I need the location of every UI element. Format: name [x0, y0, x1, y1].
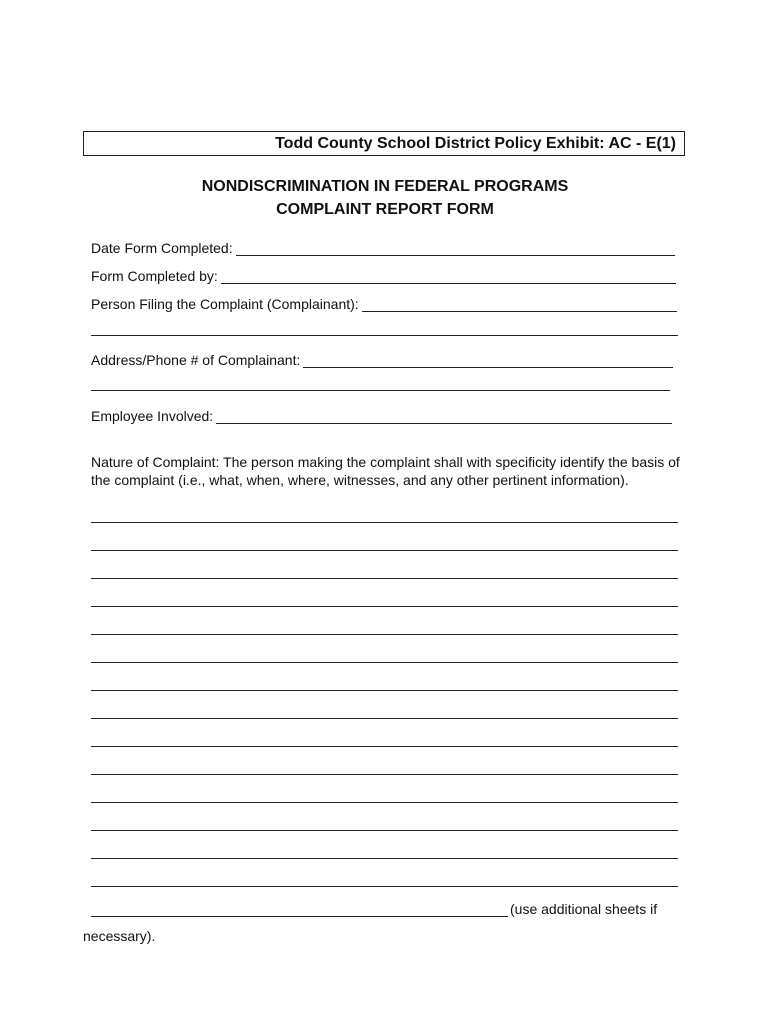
address-continuation-line[interactable] — [91, 390, 670, 391]
employee-involved-field[interactable] — [91, 406, 672, 424]
final-complaint-line[interactable] — [91, 902, 508, 917]
date-completed-field[interactable] — [91, 238, 675, 256]
complaint-line[interactable] — [91, 858, 678, 859]
additional-sheets-note-end: necessary). — [83, 928, 156, 944]
complaint-line[interactable] — [91, 578, 678, 579]
exhibit-header-box — [83, 131, 685, 156]
form-title-line2: COMPLAINT REPORT FORM — [276, 201, 494, 218]
complaint-line[interactable] — [91, 690, 678, 691]
exhibit-title: Todd County School District Policy Exhibit: AC - E(1) — [275, 135, 676, 152]
complainant-field[interactable] — [91, 294, 677, 312]
complaint-line[interactable] — [91, 886, 678, 887]
complaint-line[interactable] — [91, 830, 678, 831]
completed-by-label: Form Completed by: — [91, 268, 218, 284]
date-completed-label: Date Form Completed: — [91, 240, 233, 256]
address-phone-label: Address/Phone # of Complainant: — [91, 352, 301, 368]
complaint-line[interactable] — [91, 606, 678, 607]
complaint-line[interactable] — [91, 522, 678, 523]
employee-involved-line[interactable] — [216, 409, 672, 424]
complaint-line[interactable] — [91, 634, 678, 635]
complainant-continuation-line[interactable] — [91, 335, 678, 336]
additional-sheets-note: (use additional sheets if — [510, 901, 658, 917]
complaint-line[interactable] — [91, 718, 678, 719]
form-title-line1: NONDISCRIMINATION IN FEDERAL PROGRAMS — [201, 178, 569, 195]
final-complaint-row[interactable] — [91, 899, 671, 917]
completed-by-line[interactable] — [221, 269, 676, 284]
complaint-line[interactable] — [91, 802, 678, 803]
employee-involved-label: Employee Involved: — [91, 408, 214, 424]
complaint-line[interactable] — [91, 550, 678, 551]
complainant-label: Person Filing the Complaint (Complainant): — [91, 296, 359, 312]
complaint-line[interactable] — [91, 774, 678, 775]
nature-of-complaint-text: Nature of Complaint: The person making the complaint shall with specificity identify the basis of the complaint (i.e., what, when, where, witnesses, and any other pertinent information). — [91, 454, 680, 488]
date-completed-line[interactable] — [236, 241, 675, 256]
completed-by-field[interactable] — [91, 266, 676, 284]
complaint-line[interactable] — [91, 746, 678, 747]
address-phone-field[interactable] — [91, 350, 673, 368]
complaint-line[interactable] — [91, 662, 678, 663]
complainant-line[interactable] — [362, 297, 677, 312]
address-phone-line[interactable] — [303, 353, 673, 368]
